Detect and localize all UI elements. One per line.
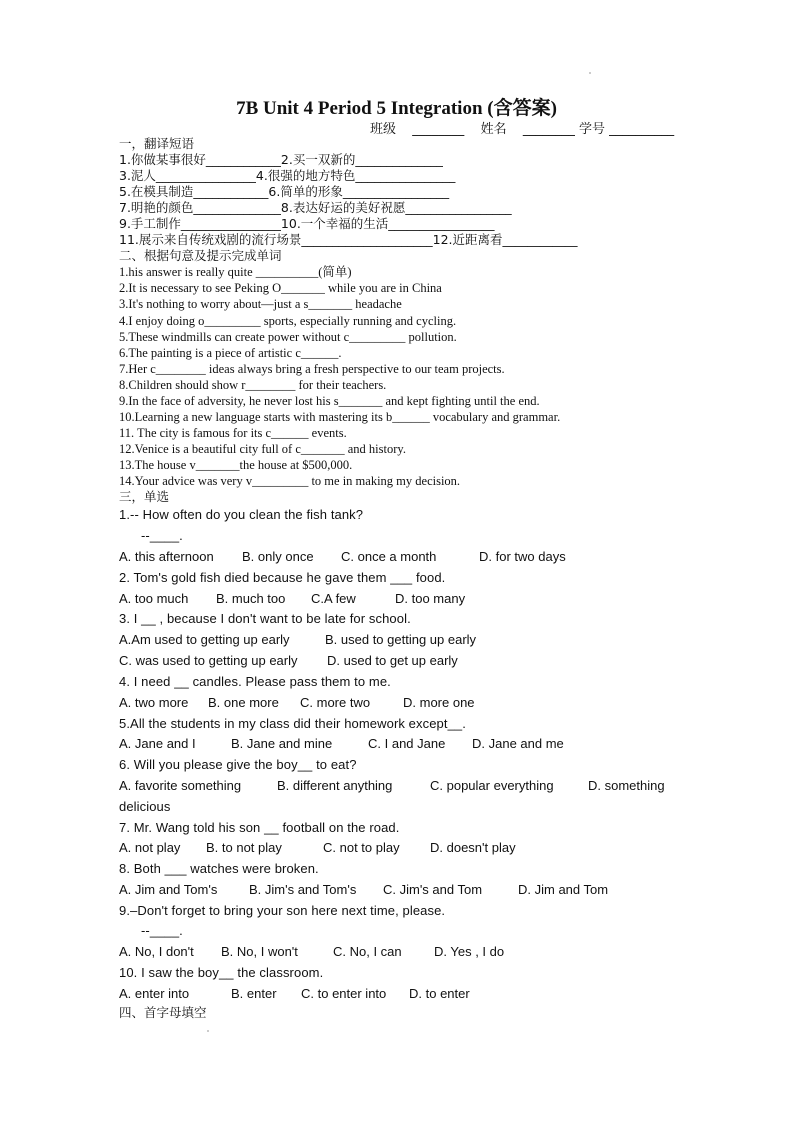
q8-option-d: D. Jim and Tom [518,882,609,897]
section1-line: 5.在模具制造____________6.简单的形象_________________ [119,184,450,199]
q1-option-b: B. only once [242,549,314,564]
name-label: 姓名 [480,122,507,137]
q9-option-c: C. No, I can [333,944,402,959]
q2-option-c: C.A few [311,591,356,606]
q10-option-b: B. enter [231,986,277,1001]
page-bottom-mark [207,1030,209,1032]
q1-option-d: D. for two days [479,549,566,564]
q7-option-c: C. not to play [323,840,400,855]
question-9-answer-blank: --____. [141,923,183,938]
q9-option-d: D. Yes , I do [434,944,505,959]
q7-option-b: B. to not play [206,840,282,855]
section2-line: 8.Children should show r________ for their teachers. [119,378,387,392]
question-10: 10. I saw the boy__ the classroom. [119,965,324,980]
q3-option-c: C. was used to getting up early [119,653,298,668]
q8-option-b: B. Jim's and Tom's [249,882,357,897]
question-8: 8. Both ___ watches were broken. [119,861,319,876]
question-5: 5.All the students in my class did their homework except__. [119,716,466,731]
question-4: 4. I need __ candles. Please pass them to me. [119,674,391,689]
section1-line: 3.泥人________________4.很强的地方特色________________ [119,168,456,183]
section1-heading: 一，翻译短语 [119,136,195,151]
section2-line: 13.The house v_______the house at $500,000. [119,458,353,472]
q7-option-d: D. doesn't play [430,840,516,855]
q1-option-c: C. once a month [341,549,437,564]
q5-option-b: B. Jane and mine [231,736,333,751]
question-9: 9.–Don't forget to bring your son here next time, please. [119,903,446,918]
question-1-answer-blank: --____. [141,528,183,543]
section2-line: 14.Your advice was very v_________ to me in making my decision. [119,474,461,488]
q6-option-a: A. favorite something [119,778,242,793]
q10-option-c: C. to enter into [301,986,387,1001]
q4-option-a: A. two more [119,695,189,710]
section2-heading: 二、根据句意及提示完成单词 [119,248,282,263]
question-1: 1.-- How often do you clean the fish tank? [119,507,364,522]
q4-option-d: D. more one [403,695,475,710]
q10-option-a: A. enter into [119,986,190,1001]
question-2: 2. Tom's gold fish died because he gave them ___ food. [119,570,446,585]
q6-option-d-continued: delicious [119,799,171,814]
q2-option-b: B. much too [216,591,286,606]
section1-line: 11.展示来自传统戏剧的流行场景_____________________12.近距离看____________ [119,232,578,247]
class-label: 班级 [370,122,397,137]
class-blank: ________ [412,122,465,137]
q5-option-d: D. Jane and me [472,736,564,751]
name-blank: ________ [522,122,575,137]
q9-option-b: B. No, I won't [221,944,298,959]
q3-option-a: A.Am used to getting up early [119,632,290,647]
q3-option-d: D. used to get up early [327,653,458,668]
student-info-row [370,118,674,137]
question-3: 3. I __ , because I don't want to be late for school. [119,611,411,626]
section3-heading: 三，单选 [119,489,170,504]
q6-option-d: D. something [588,778,665,793]
q8-option-c: C. Jim's and Tom [383,882,483,897]
question-6: 6. Will you please give the boy__ to eat? [119,757,357,772]
question-7: 7. Mr. Wang told his son __ football on the road. [119,820,400,835]
page-corner-mark [589,72,591,74]
section2-line: 7.Her c________ ideas always bring a fresh perspective to our team projects. [119,362,505,376]
section1-line: 9.手工制作________________10.一个幸福的生活_________________ [119,216,495,231]
section1-line: 1.你做某事很好____________2.买一双新的______________ [119,152,443,167]
q10-option-d: D. to enter [409,986,470,1001]
section1-line: 7.明艳的颜色______________8.表达好运的美好祝愿_________________ [119,200,512,215]
section2-line: 6.The painting is a piece of artistic c______. [119,346,342,360]
section2-line: 12.Venice is a beautiful city full of c_______ and history. [119,442,406,456]
section2-line: 9.In the face of adversity, he never lost his s_______ and kept fighting until the end. [119,394,540,408]
page-title: 7B Unit 4 Period 5 Integration (含答案) [236,98,557,119]
q4-option-b: B. one more [208,695,279,710]
q2-option-d: D. too many [395,591,466,606]
q5-option-a: A. Jane and I [119,736,196,751]
section2-line: 2.It is necessary to see Peking O_______ while you are in China [119,281,442,295]
q5-option-c: C. I and Jane [368,736,446,751]
section2-line: 11. The city is famous for its c______ events. [119,426,347,440]
q4-option-c: C. more two [300,695,371,710]
q1-option-a: A. this afternoon [119,549,214,564]
section2-line: 4.I enjoy doing o_________ sports, especially running and cycling. [119,314,457,328]
section2-line: 5.These windmills can create power without c_________ pollution. [119,330,457,344]
q7-option-a: A. not play [119,840,181,855]
section2-line: 1.his answer is really quite __________(简单) [119,265,352,279]
q9-option-a: A. No, I don't [119,944,194,959]
q2-option-a: A. too much [119,591,189,606]
section4-heading: 四、首字母填空 [119,1005,207,1020]
id-blank: __________ [609,122,675,137]
q8-option-a: A. Jim and Tom's [119,882,218,897]
q6-option-c: C. popular everything [430,778,554,793]
q6-option-b: B. different anything [277,778,393,793]
q3-option-b: B. used to getting up early [325,632,477,647]
section2-line: 3.It's nothing to worry about—just a s_______ headache [119,297,402,311]
id-label: 学号 [579,122,606,137]
section2-line: 10.Learning a new language starts with mastering its b______ vocabulary and grammar. [119,410,561,424]
